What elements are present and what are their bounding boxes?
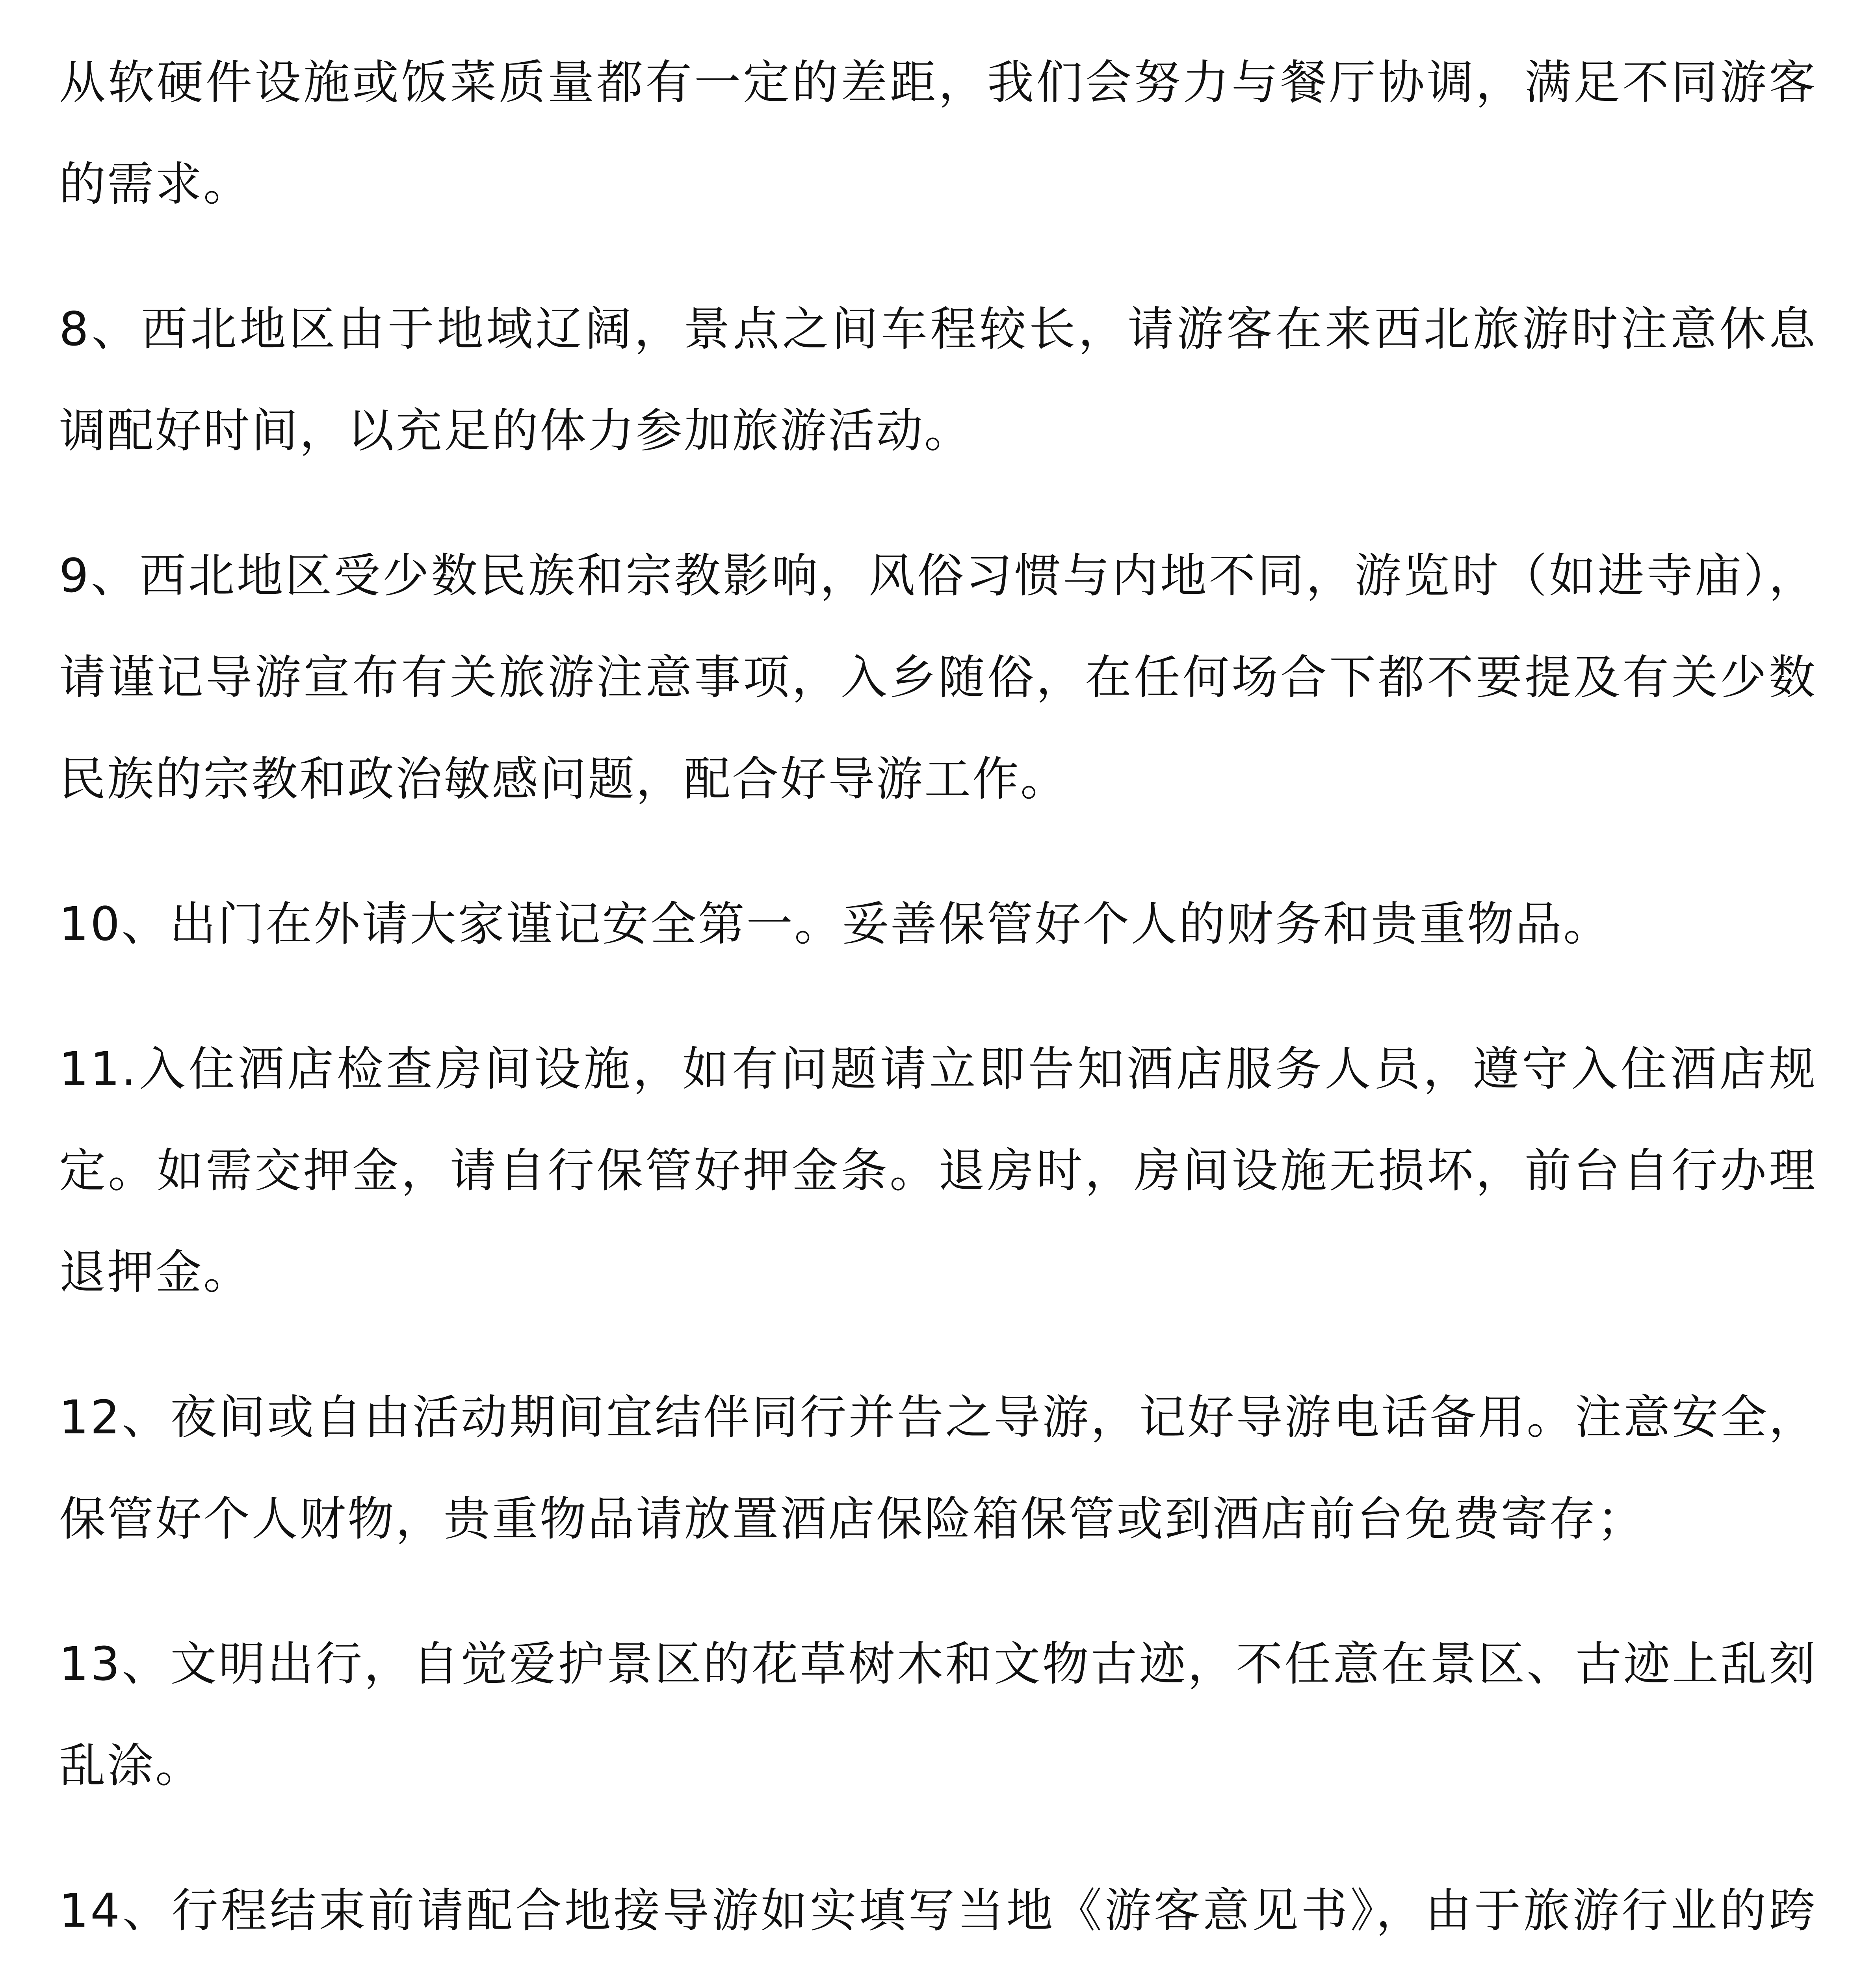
paragraph-item-11: 11.入住酒店检查房间设施，如有问题请立即告知酒店服务人员，遵守入住酒店规定。如需交押金，请自行保管好押金条。退房时，房间设施无损坏，前台自行办理退押金。 bbox=[59, 1042, 1817, 1299]
paragraph-item-9: 9、西北地区受少数民族和宗教影响，风俗习惯与内地不同，游览时（如进寺庙），请谨记导游宣布有关旅游注意事项，入乡随俗，在任何场合下都不要提及有关少数民族的宗教和政治敏感问题，配合好导游工作。 bbox=[59, 548, 1817, 806]
paragraph-intro: 从软硬件设施或饭菜质量都有一定的差距，我们会努力与餐厅协调，满足不同游客的需求。 bbox=[59, 55, 1817, 211]
paragraph-item-12: 12、夜间或自由活动期间宜结伴同行并告之导游，记好导游电话备用。注意安全，保管好个人财物，贵重物品请放置酒店保险箱保管或到酒店前台免费寄存； bbox=[59, 1390, 1817, 1546]
paragraph-item-14: 14、行程结束前请配合地接导游如实填写当地《游客意见书》，由于旅游行业的跨 bbox=[59, 1883, 1817, 1938]
paragraph-item-8: 8、西北地区由于地域辽阔，景点之间车程较长，请游客在来西北旅游时注意休息调配好时间，以充足的体力参加旅游活动。 bbox=[59, 302, 1817, 458]
document-body bbox=[59, 32, 1817, 1970]
paragraph-item-13: 13、文明出行，自觉爱护景区的花草树木和文物古迹，不任意在景区、古迹上乱刻乱涂。 bbox=[59, 1637, 1817, 1793]
paragraph-item-10: 10、出门在外请大家谨记安全第一。妥善保管好个人的财务和贵重物品。 bbox=[59, 897, 1612, 951]
